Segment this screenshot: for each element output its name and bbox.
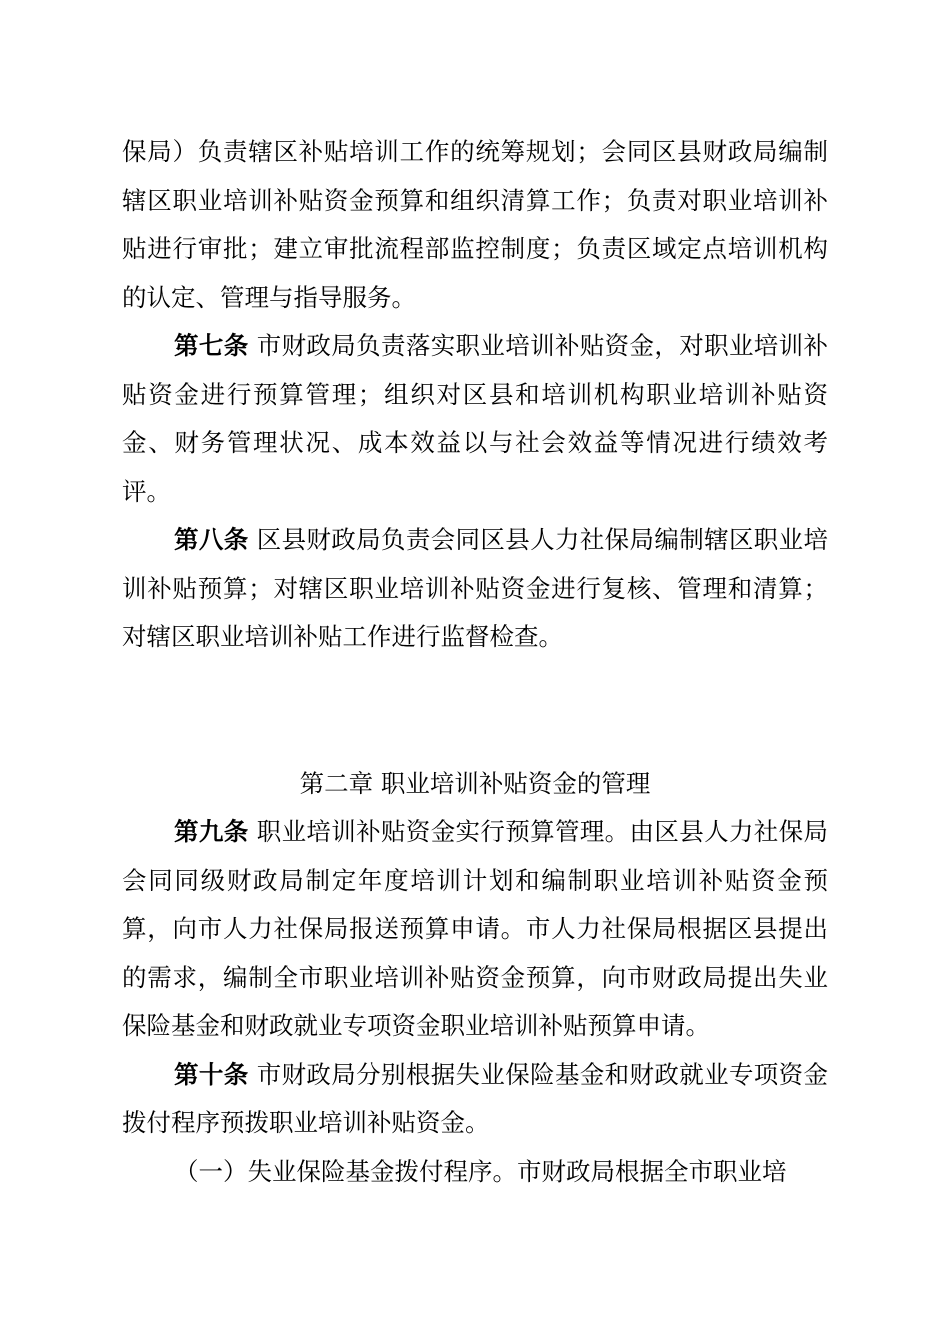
article-7 [122,322,828,516]
article-8-label: 第八条 [174,525,249,554]
article-8 [122,516,828,662]
article-7-text: 市财政局负责落实职业培训补贴资金，对职业培训补贴资金进行预算管理；组织对区县和培训机构职业培训补贴资金、财务管理状况、成本效益以与社会效益等情况进行绩效考评。 [122,331,829,506]
article-10 [122,1051,828,1148]
chapter-2-title: 第二章 职业培训补贴资金的管理 [299,768,651,798]
document-page [122,128,828,1196]
section-spacer [122,662,828,760]
article-9-label: 第九条 [174,817,249,846]
article-10-text: 市财政局分别根据失业保险基金和财政就业专项资金拨付程序预拨职业培训补贴资金。 [122,1059,829,1137]
item-1: （一）失业保险基金拨付程序。市财政局根据全市职业培 [174,1156,787,1186]
article-7-label: 第七条 [174,331,249,360]
article-9 [122,808,828,1051]
article-8-text: 区县财政局负责会同区县人力社保局编制辖区职业培训补贴预算；对辖区职业培训补贴资金进行复核、管理和清算；对辖区职业培训补贴工作进行监督检查。 [122,525,829,651]
article-9-text: 职业培训补贴资金实行预算管理。由区县人力社保局会同同级财政局制定年度培训计划和编制职业培训补贴资金预算，向市人力社保局报送预算申请。市人力社保局根据区县提出的需求，编制全市职业培训补贴资金预算，向市财政局提出失业保险基金和财政就业专项资金职业培训补贴预算申请。 [122,817,829,1040]
article-10-label: 第十条 [174,1059,249,1089]
continued-paragraph: 保局）负责辖区补贴培训工作的统筹规划；会同区县财政局编制辖区职业培训补贴资金预算和组织清算工作；负责对职业培训补贴进行审批；建立审批流程部监控制度；负责区域定点培训机构的认定、管理与指导服务。 [122,137,828,312]
